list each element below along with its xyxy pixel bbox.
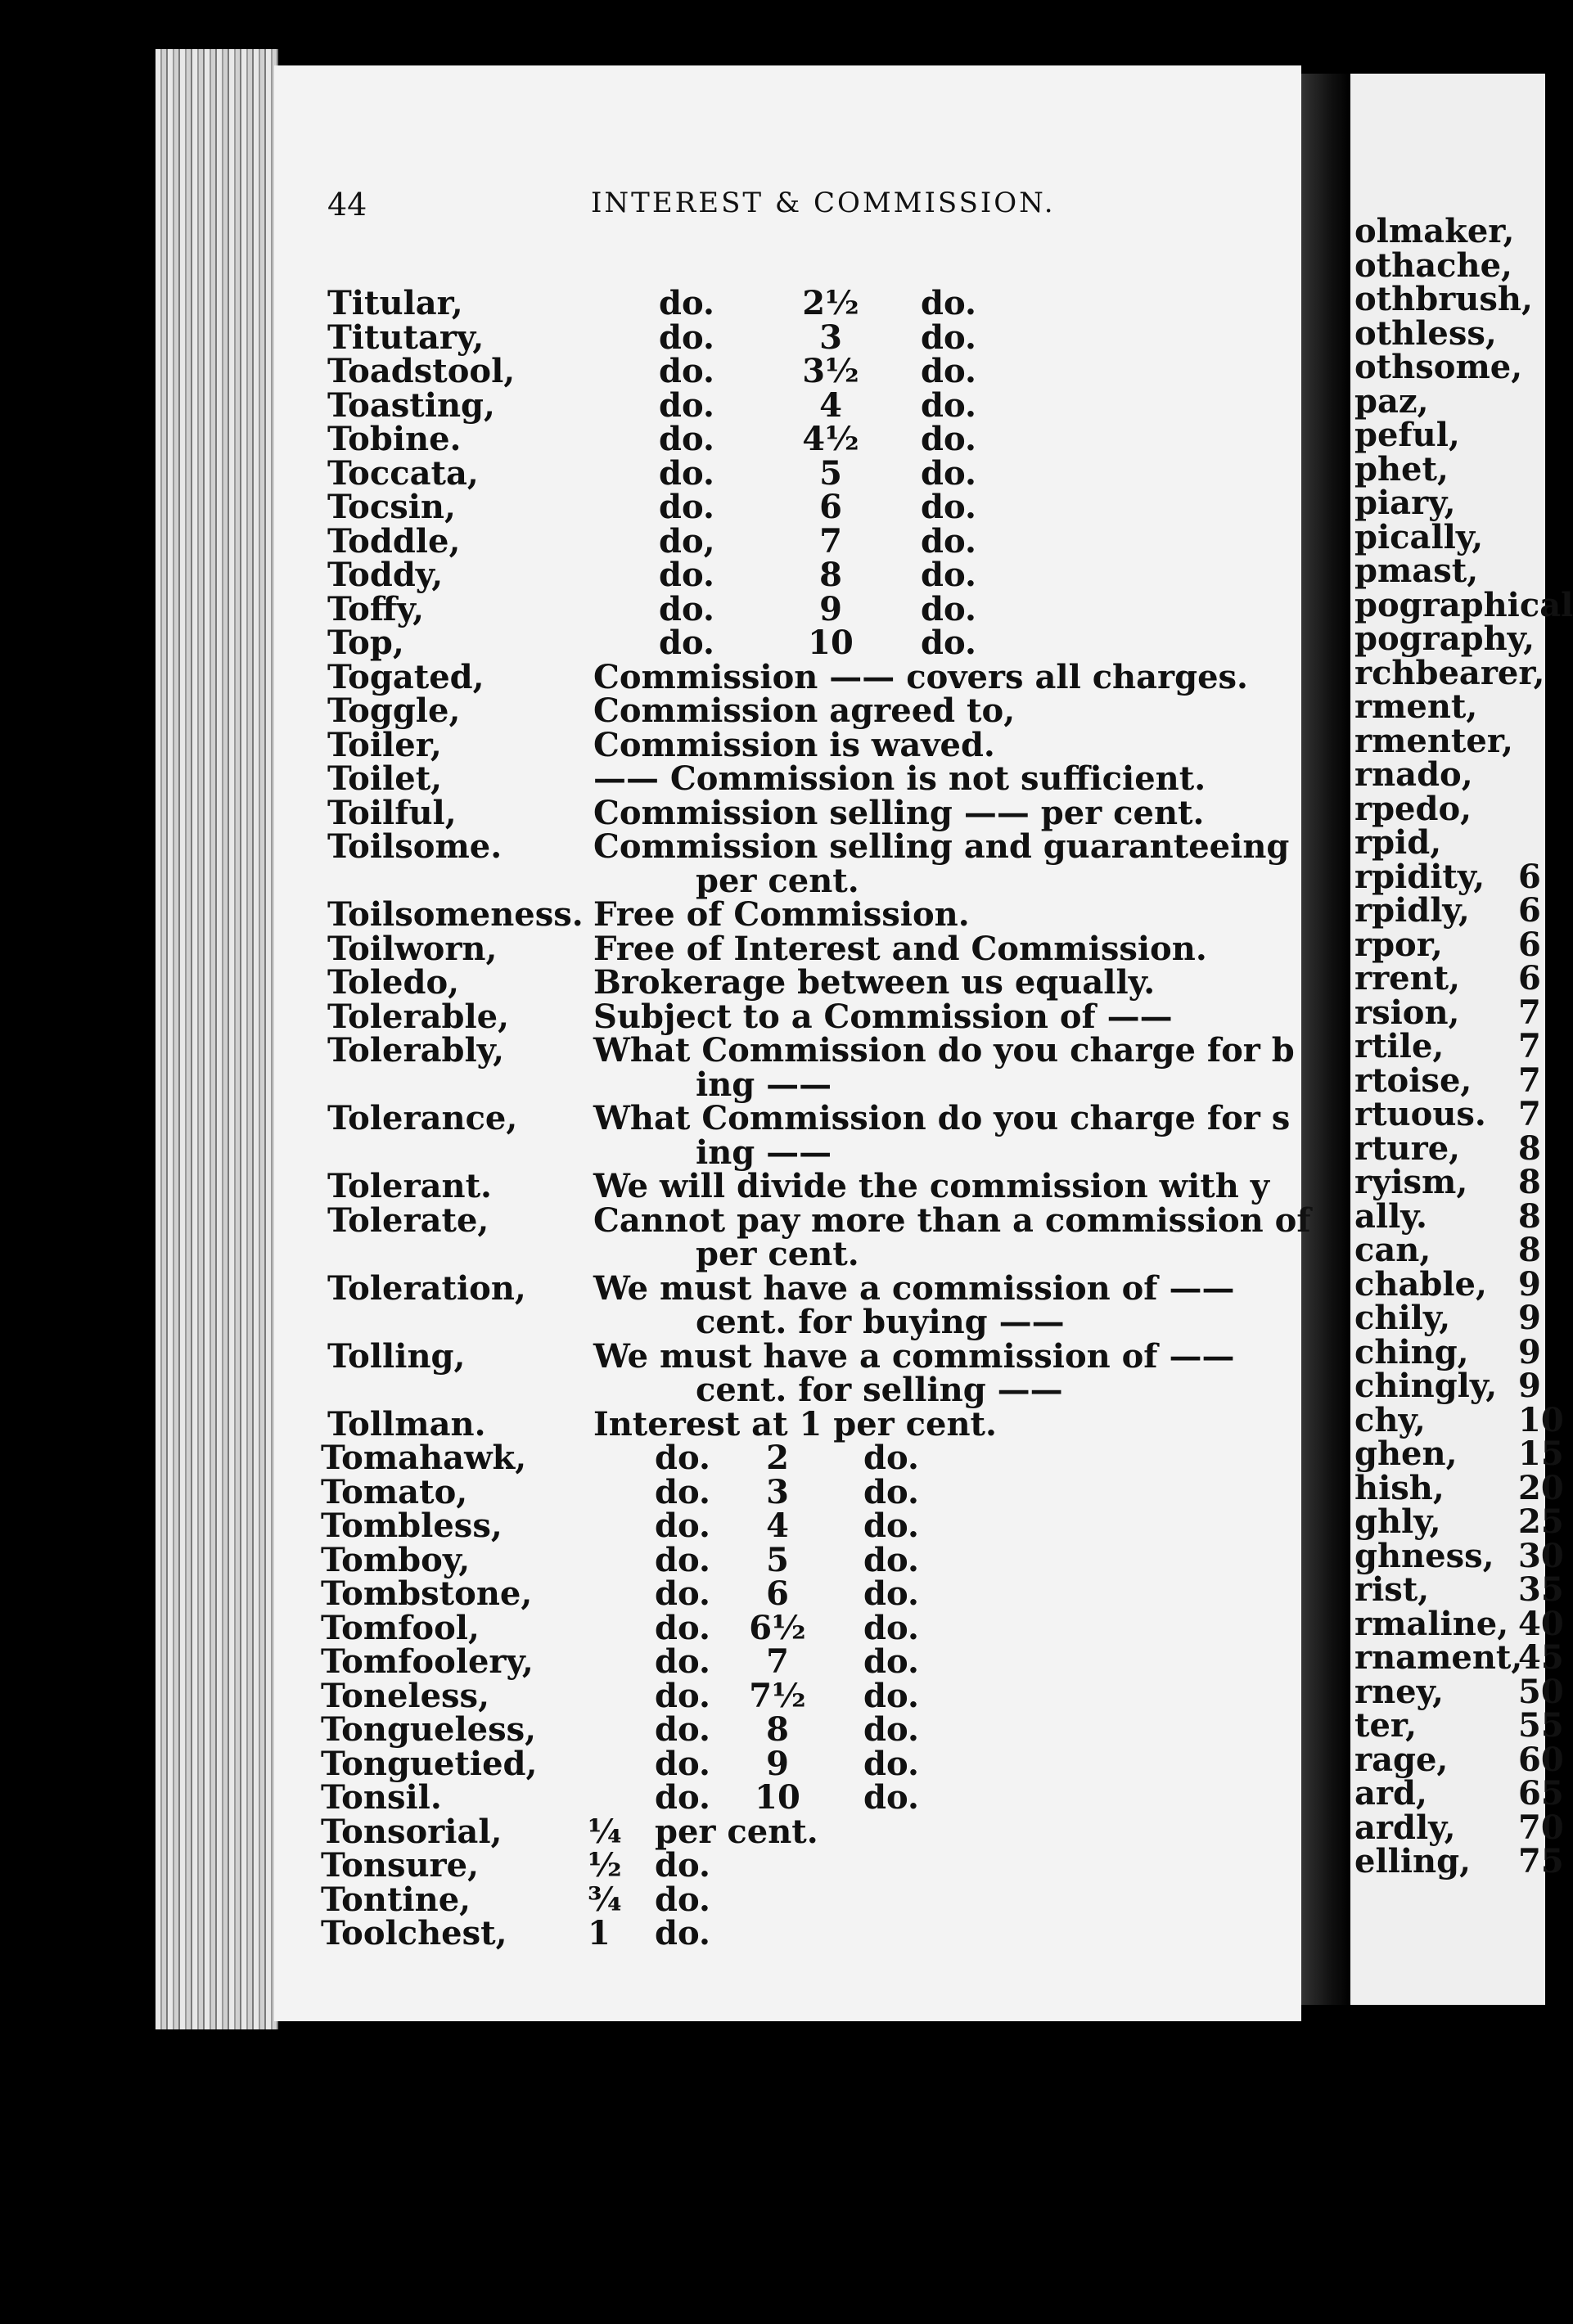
entry-word: Tolerance,: [327, 1099, 518, 1137]
next-page-word: paz,: [1354, 381, 1429, 421]
table-row: [327, 997, 1293, 1036]
next-page-word: rtuous.: [1354, 1095, 1486, 1133]
entry-phrase: Commission is waved.: [593, 725, 995, 764]
next-page-word: rrent,: [1354, 959, 1461, 998]
table-row: [327, 1268, 1293, 1308]
next-page-number: 6: [1518, 959, 1541, 998]
next-page-number: 6: [1518, 857, 1541, 896]
table-row: [327, 1133, 1293, 1172]
next-page-word: othsome,: [1354, 348, 1523, 386]
entry-phrase: Brokerage between us equally.: [593, 963, 1156, 1002]
table-row: [327, 385, 1293, 425]
next-page-word: rpor,: [1354, 925, 1443, 964]
next-page-number: 45: [1518, 1638, 1564, 1677]
entry-phrase: We must have a commission of ——: [593, 1268, 1235, 1308]
next-page-word: rist,: [1354, 1570, 1430, 1609]
entry-phrase: Interest at 1 per cent.: [593, 1404, 997, 1443]
table-row: [327, 793, 1293, 832]
ditto-mark: do.: [863, 1472, 919, 1511]
table-row: [321, 1880, 1293, 1919]
next-page-word: peful,: [1354, 416, 1460, 454]
entry-phrase: Cannot pay more than a commission of: [593, 1200, 1311, 1240]
next-page-word: rture,: [1354, 1128, 1461, 1168]
rate-value: 5: [766, 1540, 789, 1579]
table-row: [327, 1373, 1293, 1407]
entry-word: Tomboy,: [321, 1540, 471, 1579]
entry-phrase: Free of Commission.: [593, 895, 970, 934]
next-page-number: 9: [1518, 1264, 1541, 1304]
entry-word: Toilet,: [327, 759, 443, 798]
table-row: [321, 1507, 1293, 1545]
table-row: [321, 1710, 1293, 1749]
next-page-number: 7: [1518, 1027, 1541, 1065]
entry-phrase: What Commission do you charge for b: [593, 1031, 1295, 1070]
entry-word: Tontine,: [321, 1880, 471, 1919]
entry-word: Titutary,: [327, 318, 485, 357]
next-page-word: pmast,: [1354, 552, 1479, 590]
ditto-mark: do.: [655, 1744, 710, 1783]
table-row: [327, 1031, 1295, 1070]
page-title: INTEREST & COMMISSION.: [591, 187, 1056, 219]
next-page-number: 35: [1518, 1570, 1564, 1609]
next-page-word: pically,: [1354, 517, 1484, 556]
table-row: [321, 1472, 1293, 1511]
fraction-value: ½: [588, 1846, 622, 1885]
entry-phrase: do.: [655, 1880, 710, 1919]
entry-word: Tolerate,: [327, 1200, 489, 1240]
rate-value: 2: [766, 1439, 789, 1477]
next-page-number: 25: [1518, 1502, 1564, 1541]
next-page-number: 55: [1518, 1706, 1564, 1745]
page-number: 44: [327, 187, 367, 223]
entry-word: Tolerant.: [327, 1167, 492, 1205]
fraction-value: ¾: [588, 1880, 622, 1919]
ditto-mark: do.: [655, 1642, 710, 1681]
entry-word: Toilworn,: [327, 929, 498, 968]
ditto-mark: do,: [659, 521, 715, 561]
table-row: [327, 1336, 1293, 1376]
table-row: [327, 1101, 1293, 1136]
entry-phrase: Commission agreed to,: [593, 691, 1016, 730]
ditto-mark: do.: [921, 624, 976, 662]
rate-value: 2½: [802, 284, 859, 322]
table-row: [327, 318, 1293, 357]
fraction-value: 1: [588, 1914, 611, 1952]
entry-phrase: per cent.: [655, 1812, 818, 1851]
table-row: [327, 589, 1293, 628]
entry-phrase-continued: per cent.: [696, 1235, 859, 1273]
ditto-mark: do.: [863, 1439, 919, 1477]
table-row: [327, 626, 1293, 660]
rate-value: 9: [819, 589, 842, 628]
ditto-mark: do.: [659, 453, 714, 493]
next-page-word: othache,: [1354, 245, 1512, 285]
next-page-word: ally.: [1354, 1196, 1427, 1236]
ditto-mark: do.: [659, 624, 714, 662]
next-page: [1350, 74, 1573, 2005]
entry-word: Toasting,: [327, 385, 495, 425]
next-page-number: 7: [1518, 1061, 1541, 1100]
table-row: [321, 1846, 1293, 1885]
next-page-word: ghness,: [1354, 1536, 1494, 1575]
rate-value: 7: [766, 1642, 789, 1681]
table-row: [327, 286, 1293, 321]
table-row: [327, 691, 1293, 730]
next-page-word: rnament,: [1354, 1638, 1523, 1677]
next-page-word: pographical: [1354, 585, 1573, 624]
next-page-number: 8: [1518, 1231, 1541, 1269]
page-edges: [155, 49, 278, 2029]
ditto-mark: do.: [863, 1744, 919, 1783]
rate-value: 9: [766, 1744, 789, 1783]
entry-word: Toccata,: [327, 453, 479, 493]
next-page-word: can,: [1354, 1231, 1431, 1269]
ditto-mark: do.: [921, 488, 976, 526]
ditto-mark: do.: [655, 1608, 710, 1647]
next-page-word: rpid,: [1354, 823, 1442, 862]
ditto-mark: do.: [863, 1608, 919, 1647]
next-page-number: 9: [1518, 1332, 1541, 1371]
rate-value: 10: [808, 624, 854, 662]
entry-phrase-continued: ing ——: [696, 1065, 832, 1104]
next-page-word: ardly,: [1354, 1808, 1456, 1847]
entry-phrase-continued: per cent.: [696, 861, 859, 900]
rate-value: 4: [819, 385, 842, 425]
next-page-word: rage,: [1354, 1740, 1449, 1779]
book-spine: [1301, 74, 1350, 2005]
table-row: [321, 1439, 1293, 1477]
next-page-number: 60: [1518, 1740, 1564, 1779]
entry-word: Tombless,: [321, 1507, 503, 1545]
next-page-number: 40: [1518, 1604, 1564, 1643]
table-row: [327, 759, 1293, 798]
ditto-mark: do.: [863, 1778, 919, 1817]
entry-word: Tolerably,: [327, 1031, 504, 1070]
table-row: [327, 1200, 1311, 1240]
entry-word: Tocsin,: [327, 488, 456, 526]
ditto-mark: do.: [659, 420, 714, 458]
next-page-number: 30: [1518, 1536, 1564, 1575]
entry-phrase: do.: [655, 1914, 710, 1952]
ditto-mark: do.: [655, 1472, 710, 1511]
entry-word: Toddle,: [327, 521, 461, 561]
ditto-mark: do.: [863, 1676, 919, 1715]
next-page-word: rmenter,: [1354, 721, 1513, 760]
ditto-mark: do.: [655, 1439, 710, 1477]
next-page-word: rchbearer,: [1354, 653, 1545, 692]
entry-word: Tolerable,: [327, 997, 510, 1036]
table-row: [327, 1065, 1293, 1104]
ditto-mark: do.: [921, 284, 976, 322]
rate-value: 7½: [749, 1676, 806, 1715]
entry-word: Tomfoolery,: [321, 1642, 534, 1681]
table-row: [327, 963, 1293, 1002]
table-row: [327, 1237, 1293, 1272]
next-page-number: 8: [1518, 1196, 1541, 1236]
table-row: [327, 453, 1293, 493]
entry-phrase: Free of Interest and Commission.: [593, 929, 1207, 968]
entry-word: Tombstone,: [321, 1574, 533, 1613]
ditto-mark: do.: [655, 1507, 710, 1545]
entry-word: Tongueless,: [321, 1710, 537, 1749]
ditto-mark: do.: [659, 385, 714, 425]
next-page-number: 6: [1518, 891, 1541, 930]
rate-value: 7: [819, 521, 842, 561]
entry-phrase: Commission —— covers all charges.: [593, 657, 1248, 696]
table-row: [321, 1642, 1293, 1681]
next-page-word: chable,: [1354, 1264, 1487, 1304]
next-page-word: rtile,: [1354, 1027, 1445, 1065]
rate-value: 8: [766, 1710, 789, 1749]
ditto-mark: do.: [659, 589, 714, 628]
ditto-mark: do.: [921, 352, 976, 390]
rate-value: 3: [766, 1472, 789, 1511]
table-row: [321, 1914, 1293, 1952]
entry-word: Toadstool,: [327, 352, 516, 390]
next-page-number: 8: [1518, 1163, 1541, 1201]
ditto-mark: do.: [863, 1507, 919, 1545]
table-row: [327, 725, 1293, 764]
rate-value: 10: [755, 1778, 800, 1817]
table-row: [327, 895, 1293, 934]
entry-phrase: Commission selling —— per cent.: [593, 793, 1205, 832]
table-row: [327, 929, 1293, 968]
ditto-mark: do.: [921, 589, 976, 628]
entry-word: Togated,: [327, 657, 485, 696]
entry-word: Toddy,: [327, 556, 444, 594]
next-page-word: chingly,: [1354, 1367, 1498, 1405]
next-page-number: 75: [1518, 1842, 1564, 1880]
ditto-mark: do.: [921, 556, 976, 594]
next-page-word: ghen,: [1354, 1434, 1458, 1473]
table-row: [321, 1540, 1293, 1579]
entry-word: Toffy,: [327, 589, 425, 628]
entry-word: Tomato,: [321, 1472, 468, 1511]
rate-value: 6½: [749, 1608, 806, 1647]
ditto-mark: do.: [655, 1574, 710, 1613]
entry-word: Tonsure,: [321, 1846, 479, 1885]
next-page-number: 7: [1518, 1095, 1541, 1133]
next-page-number: 65: [1518, 1774, 1564, 1813]
next-page-word: rtoise,: [1354, 1061, 1472, 1100]
ditto-mark: do.: [659, 556, 714, 594]
next-page-word: phet,: [1354, 449, 1449, 489]
rate-value: 6: [766, 1574, 789, 1613]
next-page-number: 9: [1518, 1367, 1541, 1405]
next-page-word: ching,: [1354, 1332, 1469, 1371]
ditto-mark: do.: [921, 420, 976, 458]
ditto-mark: do.: [659, 488, 714, 526]
ditto-mark: do.: [863, 1574, 919, 1613]
ditto-mark: do.: [659, 284, 714, 322]
ditto-mark: do.: [863, 1642, 919, 1681]
next-page-word: rpidly,: [1354, 891, 1470, 930]
table-row: [327, 827, 1293, 866]
entry-word: Tonsorial,: [321, 1812, 503, 1851]
ditto-mark: do.: [655, 1676, 710, 1715]
entry-word: Toleration,: [327, 1268, 526, 1308]
ditto-mark: do.: [659, 352, 714, 390]
next-page-number: 7: [1518, 993, 1541, 1032]
next-page-word: othbrush,: [1354, 280, 1533, 318]
next-page-word: rpedo,: [1354, 789, 1472, 828]
ditto-mark: do.: [863, 1710, 919, 1749]
table-row: [321, 1676, 1293, 1715]
entry-word: Toiler,: [327, 725, 442, 764]
next-page-word: chily,: [1354, 1299, 1451, 1337]
entry-word: Toledo,: [327, 963, 460, 1002]
entry-word: Titular,: [327, 284, 463, 322]
next-page-word: rpidity,: [1354, 857, 1485, 896]
rate-value: 4½: [802, 420, 859, 458]
table-row: [327, 422, 1293, 457]
table-row: [327, 490, 1293, 525]
next-page-word: ghly,: [1354, 1502, 1441, 1541]
table-row: [321, 1608, 1293, 1647]
entry-word: Tonsil.: [321, 1778, 442, 1817]
entry-phrase: Subject to a Commission of ——: [593, 997, 1173, 1036]
entry-word: Tolling,: [327, 1336, 466, 1376]
next-page-number: 6: [1518, 925, 1541, 964]
table-row: [327, 1404, 1293, 1443]
entry-word: Tomfool,: [321, 1608, 480, 1647]
entry-word: Tollman.: [327, 1404, 486, 1443]
table-row: [327, 521, 1293, 561]
ditto-mark: do.: [659, 318, 714, 357]
table-row: [327, 558, 1293, 592]
entry-phrase: We must have a commission of ——: [593, 1336, 1235, 1376]
table-row: [327, 861, 1293, 900]
table-row: [327, 1305, 1293, 1340]
entry-phrase-continued: cent. for selling ——: [696, 1371, 1063, 1409]
next-page-number: 8: [1518, 1128, 1541, 1168]
rate-value: 5: [819, 453, 842, 493]
next-page-word: pography,: [1354, 619, 1535, 658]
entry-word: Tobine.: [327, 420, 462, 458]
next-page-word: piary,: [1354, 484, 1456, 522]
next-page-word: chy,: [1354, 1400, 1426, 1439]
table-row: [321, 1744, 1293, 1783]
next-page-word: ard,: [1354, 1774, 1427, 1813]
table-row: [327, 354, 1293, 389]
next-page-word: ter,: [1354, 1706, 1418, 1745]
rate-value: 8: [819, 556, 842, 594]
next-page-word: rsion,: [1354, 993, 1460, 1032]
entry-phrase: What Commission do you charge for s: [593, 1099, 1291, 1137]
next-page-word: hish,: [1354, 1468, 1445, 1507]
next-page-number: 50: [1518, 1672, 1564, 1711]
ditto-mark: do.: [655, 1778, 710, 1817]
entry-phrase-continued: ing ——: [696, 1133, 832, 1172]
entry-word: Toilsome.: [327, 827, 503, 866]
ditto-mark: do.: [921, 318, 976, 357]
rate-value: 4: [766, 1507, 789, 1545]
fraction-value: ¼: [588, 1812, 622, 1851]
entry-word: Toilful,: [327, 793, 457, 832]
ditto-mark: do.: [655, 1710, 710, 1749]
entry-word: Top,: [327, 624, 404, 662]
ditto-mark: do.: [863, 1540, 919, 1579]
next-page-number: 10: [1518, 1400, 1564, 1439]
entry-phrase: Commission selling and guaranteeing: [593, 827, 1290, 866]
table-row: [321, 1812, 1293, 1851]
next-page-number: 20: [1518, 1468, 1564, 1507]
entry-word: Toggle,: [327, 691, 461, 730]
table-row: [321, 1778, 1293, 1817]
table-row: [321, 1574, 1293, 1613]
entry-word: Tomahawk,: [321, 1439, 527, 1477]
next-page-word: ryism,: [1354, 1163, 1468, 1201]
entry-word: Toolchest,: [321, 1914, 507, 1952]
entry-phrase: We will divide the commission with y: [593, 1167, 1270, 1205]
ditto-mark: do.: [655, 1540, 710, 1579]
next-page-word: rmaline,: [1354, 1604, 1509, 1643]
next-page-number: 9: [1518, 1299, 1541, 1337]
table-row: [327, 1169, 1293, 1204]
entry-phrase: do.: [655, 1846, 710, 1885]
entry-phrase-continued: cent. for buying ——: [696, 1303, 1065, 1341]
entry-word: Tonguetied,: [321, 1744, 538, 1783]
next-page-number: 15: [1518, 1434, 1564, 1473]
entry-word: Toneless,: [321, 1676, 489, 1715]
entry-phrase: —— Commission is not sufficient.: [593, 759, 1206, 798]
ditto-mark: do.: [921, 521, 976, 561]
rate-value: 6: [819, 488, 842, 526]
entry-word: Toilsomeness.: [327, 895, 584, 934]
next-page-word: rment,: [1354, 687, 1478, 726]
next-page-word: olmaker,: [1354, 212, 1515, 250]
ditto-mark: do.: [921, 385, 976, 425]
next-page-word: othless,: [1354, 313, 1497, 353]
next-page-word: elling,: [1354, 1842, 1472, 1880]
ditto-mark: do.: [921, 453, 976, 493]
rate-value: 3: [819, 318, 842, 357]
next-page-number: 70: [1518, 1808, 1564, 1847]
rate-value: 3½: [802, 352, 859, 390]
next-page-word: rnado,: [1354, 755, 1473, 794]
table-row: [327, 657, 1293, 696]
next-page-word: rney,: [1354, 1672, 1444, 1711]
